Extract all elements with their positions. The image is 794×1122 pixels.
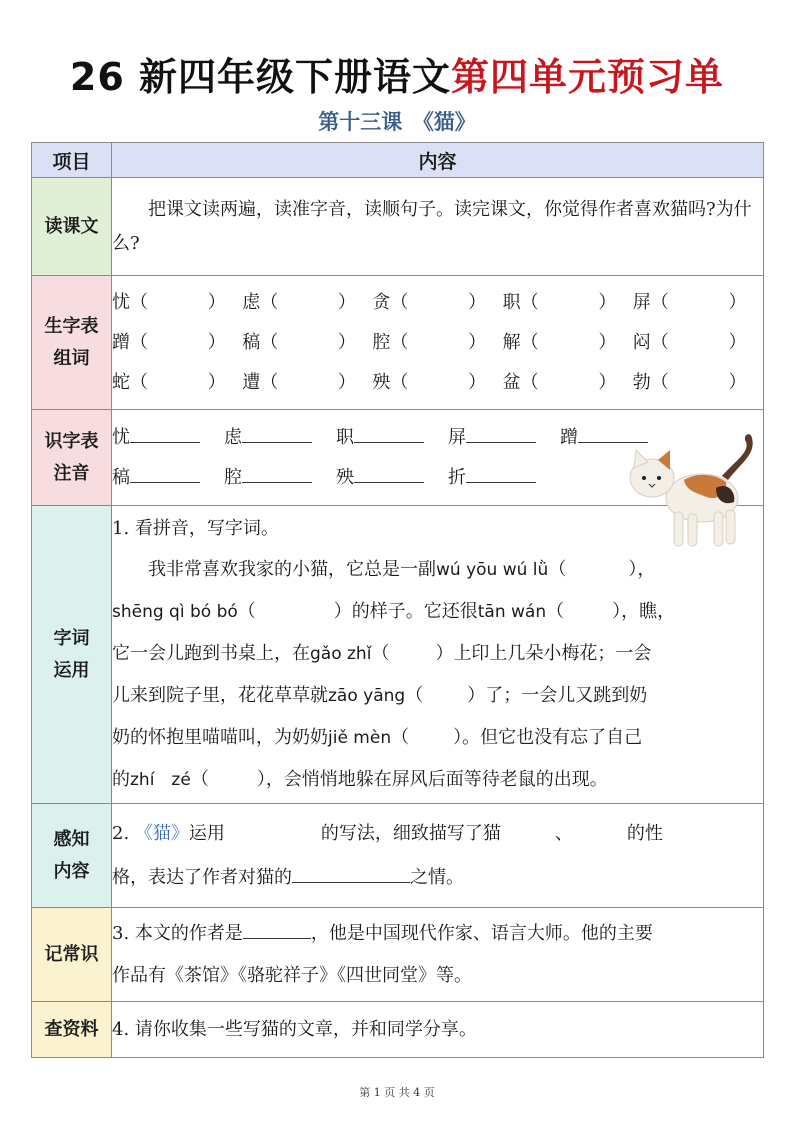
label-shengzi	[32, 276, 112, 410]
shengzi-char: 勃	[632, 371, 651, 393]
ganzhi-t1: 运用	[188, 822, 225, 844]
ciyun-seg3: 的样子。它还很	[351, 601, 478, 622]
pinyin-blank[interactable]	[130, 441, 200, 443]
shengzi-item	[503, 283, 633, 323]
ciyun-seg6: 上印上几朵小梅花；一会	[453, 643, 652, 664]
shengzi-char: 殃	[372, 371, 391, 393]
shizi-item	[224, 418, 336, 458]
row-changshi	[32, 908, 764, 1002]
pinyin-blank[interactable]	[130, 481, 200, 483]
word-blank[interactable]: （ ）	[130, 291, 226, 313]
cat-eye-left	[642, 476, 646, 480]
shengzi-char: 腔	[372, 331, 391, 353]
shengzi-char: 虑	[242, 291, 261, 313]
pinyin-2: shēng qì bó bó	[112, 602, 238, 622]
shengzi-item	[112, 323, 242, 363]
ciyun-seg12: ，会悄悄地躲在屏风后面等待老鼠的出现。	[265, 769, 608, 790]
shizi-item	[336, 418, 448, 458]
shengzi-item	[242, 363, 372, 403]
shengzi-item	[633, 363, 763, 403]
word-blank[interactable]: （ ）	[130, 371, 226, 393]
row-shengzi	[32, 276, 764, 410]
pinyin-blank[interactable]	[466, 481, 536, 483]
word-blank[interactable]: （ ）	[260, 371, 356, 393]
ciyun-seg11: 的	[112, 769, 130, 790]
shizi-item	[112, 418, 224, 458]
pinyin-1: wú yōu wú lǜ	[436, 560, 549, 580]
ciyun-seg1: 我非常喜欢我家的小猫，它总是一副	[148, 559, 436, 580]
lesson-subtitle: 第十三课 《猫》	[318, 110, 476, 134]
shizi-item	[112, 458, 224, 498]
table-header-row	[32, 143, 764, 178]
ganzhi-t6: 之情。	[410, 866, 464, 888]
shizi-char: 职	[336, 426, 354, 448]
pinyin-blank[interactable]	[242, 481, 312, 483]
changshi-t2: ，他是中国现代作家、语言大师。他的主要	[310, 922, 653, 944]
shengzi-char: 蹭	[112, 331, 130, 353]
shizi-char: 忧	[112, 426, 130, 448]
ganzhi-blank[interactable]	[292, 881, 410, 883]
ciyun-line-1: 我非常喜欢我家的小猫，它总是一副wú yōu wú lǜ（ ），	[148, 559, 656, 580]
changshi-content	[112, 908, 764, 1002]
shengzi-item	[242, 283, 372, 323]
ziliao-content	[112, 1002, 764, 1058]
label-ganzhi-1: 感知	[53, 828, 90, 850]
ganzhi-t5: 格，表达了作者对猫的	[112, 866, 292, 888]
word-blank[interactable]: （ ）	[520, 331, 617, 353]
title-part1: 26 新四年级下册语文	[69, 55, 452, 99]
cat-tail	[722, 434, 753, 480]
word-blank[interactable]: （ ）	[260, 291, 356, 313]
label-shengzi-1: 生字表	[44, 315, 99, 337]
word-blank[interactable]: （ ）	[260, 331, 356, 353]
shengzi-item	[633, 283, 763, 323]
changshi-t1: 3. 本文的作者是	[112, 922, 243, 944]
read-content	[112, 178, 764, 276]
label-ganzhi	[32, 804, 112, 908]
cat-leg-1	[674, 512, 683, 546]
changshi-line-2: 作品有《茶馆》《骆驼祥子》《四世同堂》等。	[112, 964, 472, 986]
shengzi-char: 解	[502, 331, 521, 353]
shengzi-char: 稿	[242, 331, 261, 353]
word-blank[interactable]: （ ）	[650, 291, 747, 313]
ganzhi-num: 2.	[112, 822, 130, 844]
cat-illustration	[624, 432, 760, 556]
read-text: 把课文读两遍，读准字音，读顺句子。读完课文，你觉得作者喜欢猫吗?为什么?	[112, 198, 752, 254]
ciyun-line-6: 的zhí zé（ ），会悄悄地躲在屏风后面等待老鼠的出现。	[112, 769, 608, 790]
shizi-char: 虑	[224, 426, 242, 448]
cat-leg-3	[714, 512, 723, 546]
changshi-line-1	[112, 913, 763, 955]
pinyin-blank[interactable]	[242, 441, 312, 443]
ziliao-text: 4. 请你收集一些写猫的文章，并和同学分享。	[112, 1018, 477, 1040]
pinyin-6: jiě mèn	[328, 728, 392, 748]
label-shizi	[32, 410, 112, 506]
page-footer: 第 1 页 共 4 页	[359, 1086, 435, 1099]
label-ciyun-2: 运用	[53, 659, 90, 681]
ganzhi-line-2	[112, 856, 763, 900]
ciyun-line-5: 奶的怀抱里喵喵叫，为奶奶jiě mèn（ ）。但它也没有忘了自己	[112, 727, 643, 748]
label-ciyun	[32, 506, 112, 804]
shengzi-content	[112, 276, 764, 410]
pinyin-3: tān wán	[477, 602, 547, 622]
word-blank[interactable]: （ ）	[650, 331, 747, 353]
cat-eye-right	[657, 476, 661, 480]
word-blank[interactable]: （ ）	[650, 371, 747, 393]
label-ciyun-1: 字词	[53, 627, 90, 649]
cat-leg-2	[688, 514, 697, 546]
shengzi-item	[242, 323, 372, 363]
pinyin-4: gǎo zhǐ	[310, 644, 372, 664]
shengzi-item	[372, 283, 502, 323]
shengzi-char: 闷	[632, 331, 651, 353]
ciyun-seg4: ，瞧，	[621, 601, 676, 622]
header-content: 内容	[112, 143, 764, 178]
pinyin-blank[interactable]	[354, 481, 424, 483]
row-read	[32, 178, 764, 276]
ciyun-question: 1. 看拼音，写字词。	[112, 518, 279, 539]
shizi-item	[448, 418, 560, 458]
ganzhi-t3: 、	[554, 822, 573, 844]
shengzi-item	[503, 323, 633, 363]
row-ganzhi	[32, 804, 764, 908]
shizi-char: 蹭	[560, 426, 578, 448]
ciyun-seg2: ，	[637, 559, 656, 580]
word-blank[interactable]: （ ）	[390, 291, 487, 313]
page-title	[0, 46, 794, 101]
ciyun-line-2: shēng qì bó bó（ ）的样子。它还很tān wán（ ），瞧，	[112, 601, 676, 622]
ganzhi-t4: 的性	[626, 822, 663, 844]
shengzi-char: 屏	[632, 291, 651, 313]
pinyin-5: zāo yāng	[328, 686, 406, 706]
preview-table	[31, 142, 764, 1058]
shengzi-char: 蛇	[112, 371, 130, 393]
shizi-grid	[112, 418, 672, 498]
row-ziliao	[32, 1002, 764, 1058]
word-blank[interactable]: （ ）	[390, 371, 487, 393]
pinyin-blank[interactable]	[466, 441, 536, 443]
author-blank[interactable]	[243, 937, 311, 939]
label-read: 读课文	[32, 178, 112, 276]
ciyun-seg10: 。但它也没有忘了自己	[462, 727, 643, 748]
shengzi-item	[112, 363, 242, 403]
word-blank[interactable]: （ ）	[520, 291, 617, 313]
shengzi-item	[633, 323, 763, 363]
cat-leg-4	[726, 510, 735, 544]
ciyun-seg9: 奶的怀抱里喵喵叫，为奶奶	[112, 727, 328, 748]
ciyun-line-3: 它一会儿跑到书桌上，在gǎo zhǐ（ ）上印上几朵小梅花；一会	[112, 643, 652, 664]
pinyin-blank[interactable]	[354, 441, 424, 443]
ciyun-seg8: 了；一会儿又跳到奶	[485, 685, 648, 706]
shizi-char: 稿	[112, 466, 130, 488]
shizi-char: 殃	[336, 466, 354, 488]
ganzhi-content	[112, 804, 764, 908]
shengzi-item	[112, 283, 242, 323]
label-changshi: 记常识	[32, 908, 112, 1002]
shizi-char: 折	[448, 466, 466, 488]
shengzi-char: 遭	[242, 371, 261, 393]
pinyin-7: zhí zé	[130, 770, 191, 790]
title-part2: 第四单元预习单	[451, 55, 725, 99]
word-blank[interactable]: （ ）	[520, 371, 617, 393]
shengzi-item	[503, 363, 633, 403]
label-shizi-2: 注音	[53, 462, 90, 484]
label-ziliao: 查资料	[32, 1002, 112, 1058]
ciyun-seg7: 儿来到院子里，花花草草就	[112, 685, 328, 706]
shengzi-item	[372, 323, 502, 363]
header-item: 项目	[32, 143, 112, 178]
shengzi-item	[372, 363, 502, 403]
shizi-item	[336, 458, 448, 498]
shizi-item	[224, 458, 336, 498]
shengzi-char: 忧	[112, 291, 130, 313]
ciyun-line-4: 儿来到院子里，花花草草就zāo yāng（ ）了；一会儿又跳到奶	[112, 685, 648, 706]
shengzi-char: 盆	[502, 371, 521, 393]
label-ganzhi-2: 内容	[53, 860, 90, 882]
shengzi-char: 贪	[372, 291, 391, 313]
label-shizi-1: 识字表	[44, 430, 99, 452]
ganzhi-t2: 的写法，细致描写了猫	[320, 822, 501, 844]
ganzhi-book-title: 《猫》	[134, 822, 189, 844]
shengzi-grid	[112, 283, 763, 403]
word-blank[interactable]: （ ）	[390, 331, 487, 353]
label-shengzi-2: 组词	[53, 347, 90, 369]
shizi-char: 屏	[448, 426, 466, 448]
ganzhi-line-1	[112, 812, 763, 856]
word-blank[interactable]: （ ）	[130, 331, 226, 353]
shengzi-char: 职	[502, 291, 521, 313]
ciyun-seg5: 它一会儿跑到书桌上，在	[112, 643, 310, 664]
shizi-item	[448, 458, 560, 498]
shizi-char: 腔	[224, 466, 242, 488]
